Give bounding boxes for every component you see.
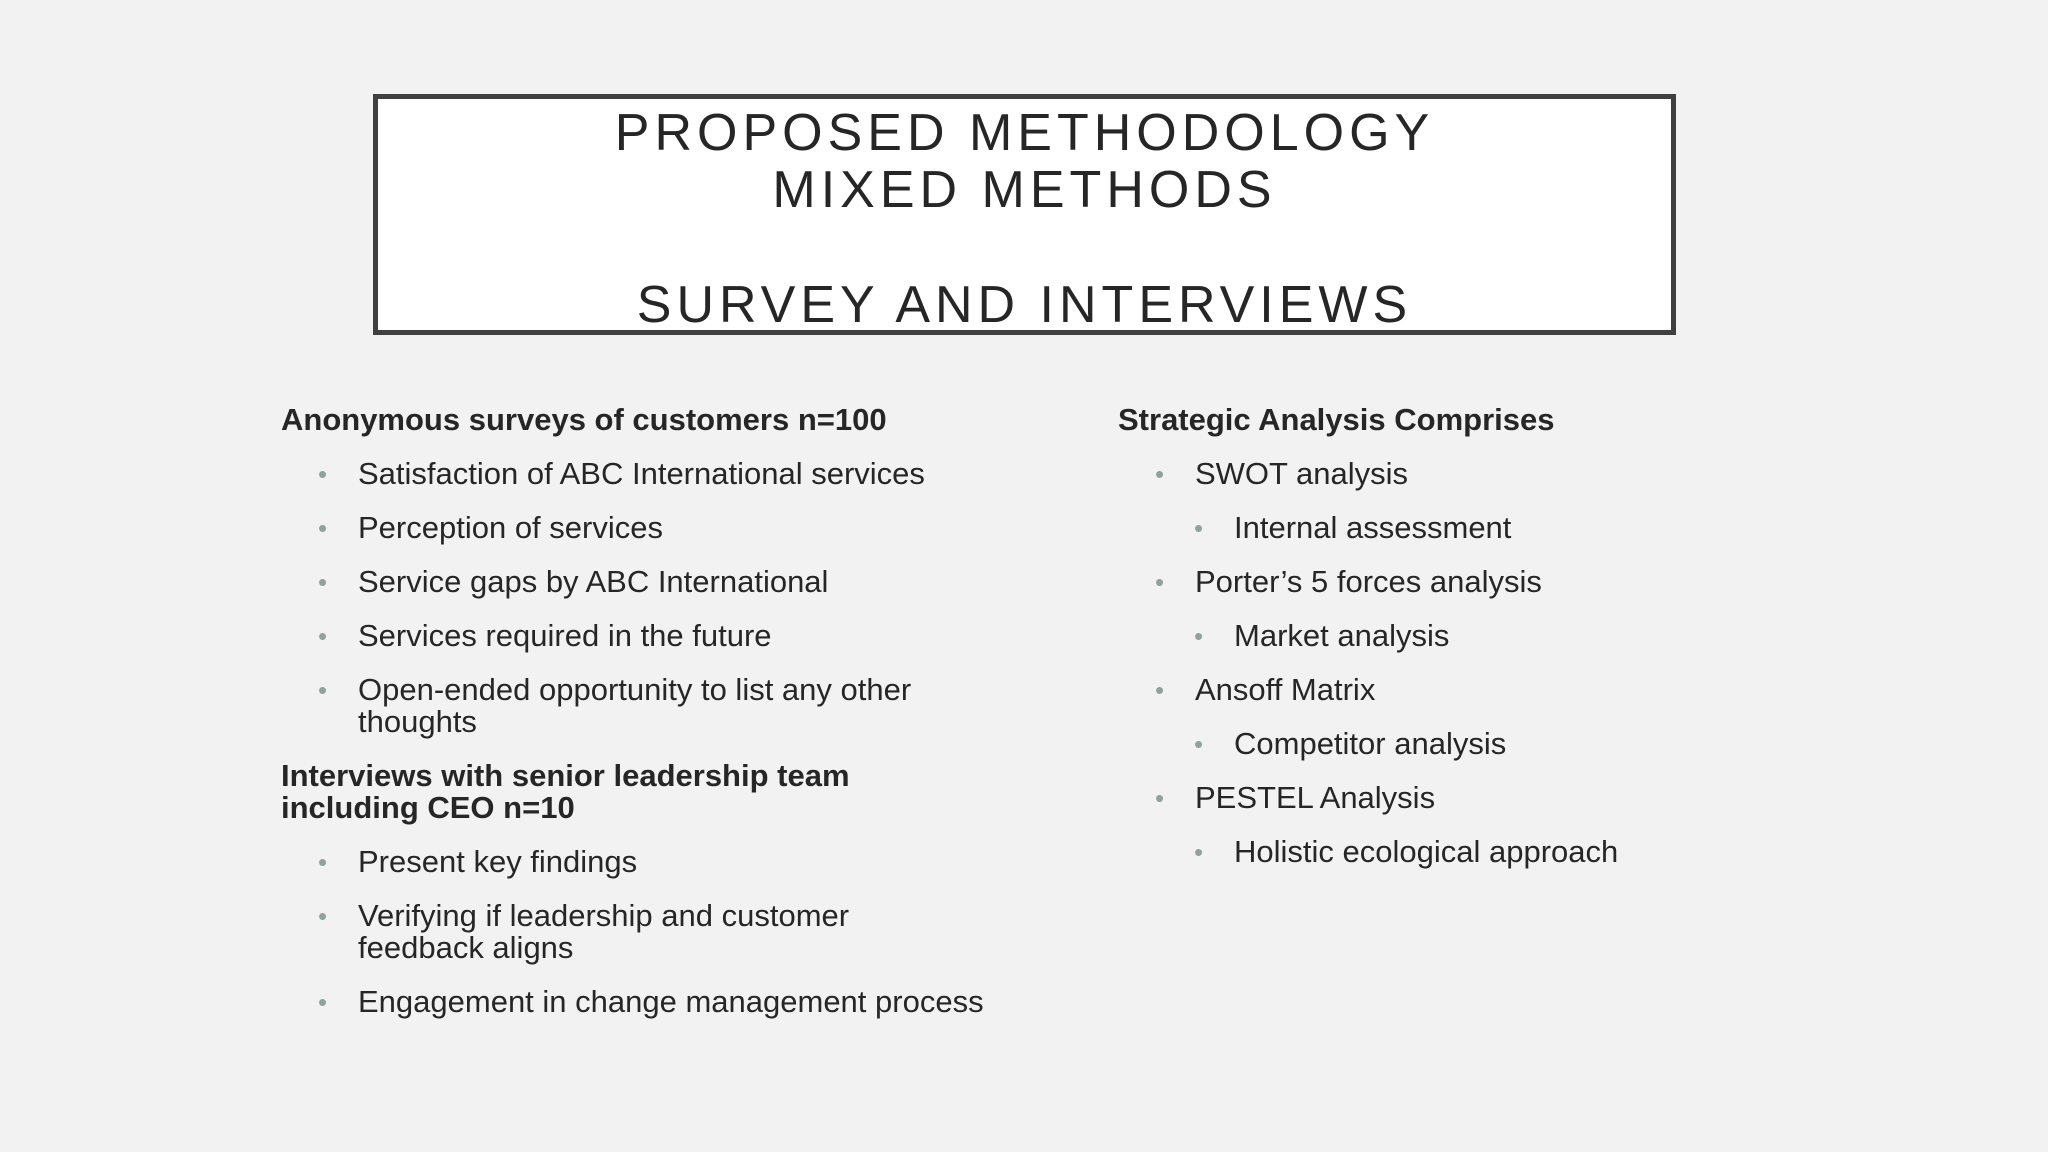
sub-list-item bbox=[1118, 620, 1838, 652]
surveys-list bbox=[281, 458, 1001, 738]
bullet-icon: • bbox=[1194, 729, 1204, 759]
bullet-icon: • bbox=[318, 621, 328, 651]
bullet-icon: • bbox=[318, 847, 328, 877]
list-item-text: Perception of services bbox=[358, 510, 663, 545]
sub-list-item bbox=[1118, 728, 1838, 760]
sub-list-item-text: Holistic ecological approach bbox=[1234, 834, 1619, 869]
list-item bbox=[281, 458, 1001, 490]
list-item-text: Engagement in change management process bbox=[358, 984, 984, 1019]
sub-list-item-text: Market analysis bbox=[1234, 618, 1450, 653]
list-item bbox=[281, 900, 978, 964]
list-item-text: Verifying if leadership and customer feedback aligns bbox=[358, 898, 850, 965]
list-item bbox=[281, 512, 1001, 544]
list-item-text: Services required in the future bbox=[358, 618, 772, 653]
surveys-heading: Anonymous surveys of customers n=100 bbox=[281, 402, 887, 437]
strategic-analysis-heading: Strategic Analysis Comprises bbox=[1118, 402, 1555, 437]
list-item-text: SWOT analysis bbox=[1195, 456, 1409, 491]
bullet-icon: • bbox=[1155, 675, 1165, 705]
list-item-text: Service gaps by ABC International bbox=[358, 564, 829, 599]
bullet-icon: • bbox=[318, 513, 328, 543]
bullet-icon: • bbox=[318, 675, 328, 705]
slide-title-line-2: MIXED METHODS bbox=[772, 161, 1277, 219]
list-item bbox=[281, 986, 1001, 1018]
bullet-icon: • bbox=[1155, 459, 1165, 489]
slide-title-line-3: SURVEY AND INTERVIEWS bbox=[636, 276, 1413, 334]
bullet-icon: • bbox=[1194, 621, 1204, 651]
sub-list-item bbox=[1118, 512, 1838, 544]
title-box bbox=[373, 94, 1676, 335]
right-column bbox=[1118, 404, 1838, 868]
list-item-text: Present key findings bbox=[358, 844, 638, 879]
bullet-icon: • bbox=[318, 901, 328, 931]
list-item bbox=[1118, 782, 1838, 814]
bullet-icon: • bbox=[318, 567, 328, 597]
list-item-text: PESTEL Analysis bbox=[1195, 780, 1436, 815]
interviews-list bbox=[281, 846, 1001, 1018]
bullet-icon: • bbox=[1194, 513, 1204, 543]
sub-list-item bbox=[1118, 836, 1838, 868]
sub-list-item-text: Internal assessment bbox=[1234, 510, 1512, 545]
bullet-icon: • bbox=[318, 987, 328, 1017]
list-item bbox=[281, 566, 1001, 598]
list-item bbox=[1118, 458, 1838, 490]
list-item bbox=[1118, 674, 1838, 706]
slide-title-line-1: PROPOSED METHODOLOGY bbox=[614, 104, 1435, 162]
list-item bbox=[281, 846, 1001, 878]
bullet-icon: • bbox=[1155, 783, 1165, 813]
bullet-icon: • bbox=[1155, 567, 1165, 597]
list-item-text: Open-ended opportunity to list any other thoughts bbox=[358, 672, 912, 739]
bullet-icon: • bbox=[1194, 837, 1204, 867]
list-item-text: Porter’s 5 forces analysis bbox=[1195, 564, 1542, 599]
bullet-icon: • bbox=[318, 459, 328, 489]
left-column bbox=[281, 404, 1001, 1018]
list-item bbox=[281, 674, 978, 738]
list-item-text: Ansoff Matrix bbox=[1195, 672, 1376, 707]
list-item-text: Satisfaction of ABC International services bbox=[358, 456, 925, 491]
list-item bbox=[281, 620, 1001, 652]
list-item bbox=[1118, 566, 1838, 598]
strategic-analysis-list bbox=[1118, 458, 1838, 868]
interviews-heading: Interviews with senior leadership team including CEO n=10 bbox=[281, 758, 850, 825]
sub-list-item-text: Competitor analysis bbox=[1234, 726, 1507, 761]
